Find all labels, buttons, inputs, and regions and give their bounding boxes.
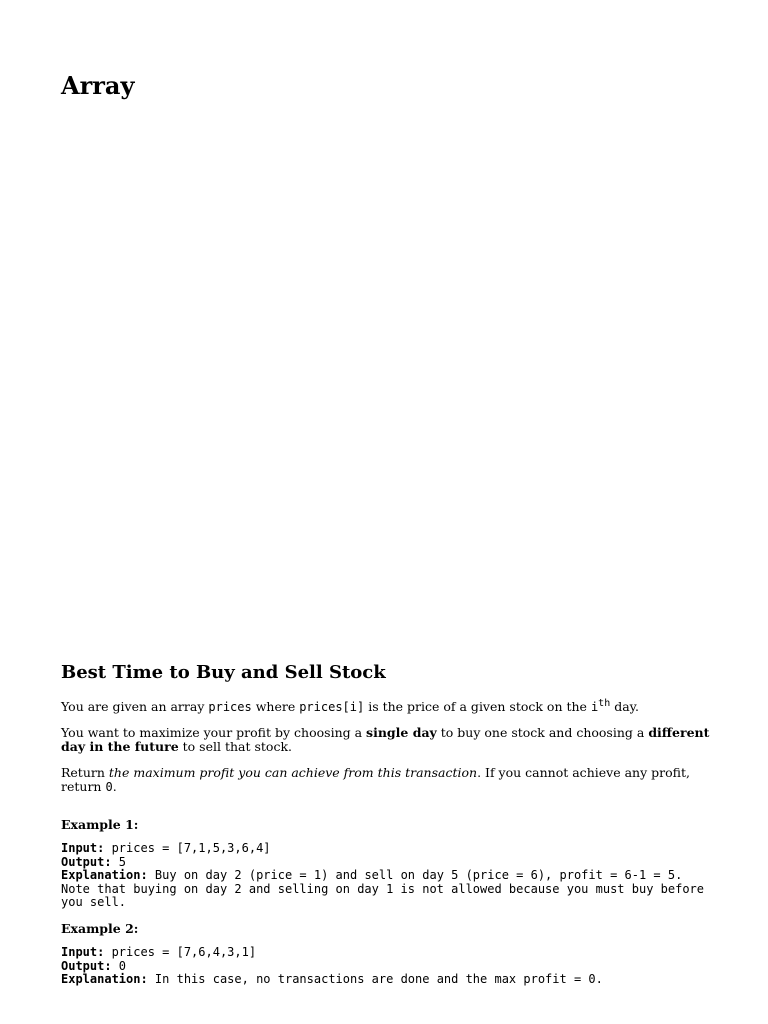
code-prices-i: prices[i] bbox=[299, 700, 365, 714]
code-zero: 0 bbox=[105, 780, 113, 794]
problem-description-1: You are given an array prices where prices[i] is the price of a given stock on the $i^{th}$ day. bbox=[61, 698, 640, 714]
problem-title: Best Time to Buy and Sell Stock bbox=[61, 662, 386, 683]
section-title: Array bbox=[61, 71, 135, 100]
superscript-th: th bbox=[598, 698, 611, 709]
bold-different-day: different day in the future bbox=[61, 725, 710, 754]
example-2-title: Example 2: bbox=[61, 921, 139, 936]
problem-description-2: You want to maximize your profit by choosing a single day to buy one stock and choosing a different day in the future to sell that stock. bbox=[61, 725, 710, 754]
example-1-title: Example 1: bbox=[61, 817, 139, 832]
problem-description-3: Return the maximum profit you can achieve from this transaction. If you cannot achieve any profit, return 0. bbox=[61, 765, 690, 794]
example-2-code: Input: prices = [7,6,4,3,1] Output: 0 Explanation: In this case, no transactions are done and the max profit = 0. bbox=[61, 945, 603, 986]
code-prices: prices bbox=[208, 700, 252, 714]
code-i: i bbox=[590, 700, 599, 714]
example-1-code: Input: prices = [7,1,5,3,6,4] Output: 5 Explanation: Buy on day 2 (price = 1) and sell on day 5 (price = 6), profit = 6-1 = 5. Note that buying on day 2 and selling on day 1 is not allowed because you must buy before you sell. bbox=[61, 841, 704, 909]
italic-max-profit: the maximum profit you can achieve from this transaction bbox=[108, 765, 478, 780]
bold-single-day: single day bbox=[366, 725, 437, 740]
